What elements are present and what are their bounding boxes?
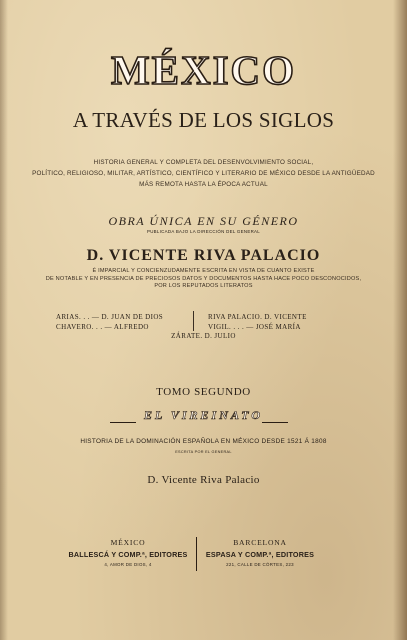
imprint-barcelona xyxy=(201,538,319,567)
contributors-right xyxy=(208,312,358,332)
volume-rule-right xyxy=(262,422,288,423)
volume-rule-left xyxy=(110,422,136,423)
contributor-surname: CHAVERO. xyxy=(56,323,94,331)
imprint-city: MÉXICO xyxy=(110,538,146,547)
contributor-name: JOSÉ MARÍA xyxy=(255,323,301,331)
obra-unica: OBRA ÚNICA EN SU GÉNERO xyxy=(108,214,299,228)
imprint-city: BARCELONA xyxy=(233,538,287,547)
contributor-row: ARIAS. . . — D. JUAN DE DIOS xyxy=(56,313,164,321)
book-subtitle: A TRAVÉS DE LOS SIGLOS xyxy=(72,108,335,132)
contributor-name: D. JULIO xyxy=(204,332,236,340)
contributor-name: ALFREDO xyxy=(113,323,149,331)
page-edge xyxy=(393,0,407,640)
volume-title: EL VIREINATO xyxy=(143,408,264,422)
intro-line: É IMPARCIAL Y CONCIENZUDAMENTE ESCRITA EN VISTA DE CUANTO EXISTE xyxy=(92,268,315,274)
director-name: D. VICENTE RIVA PALACIO xyxy=(86,247,321,264)
intro-line: DE NOTABLE Y EN PRESENCIA DE PRECIOSOS DATOS Y DOCUMENTOS HASTA HACE POCO DESCONOCIDOS, xyxy=(45,275,362,282)
contributor-surname: ARIAS. xyxy=(56,313,82,321)
contributor-surname: ZÁRATE. xyxy=(171,332,203,340)
description-line: MÁS REMOTA HASTA LA ÉPOCA ACTUAL xyxy=(139,181,268,188)
contributor-bottom xyxy=(0,332,407,340)
description-line: POLÍTICO, RELIGIOSO, MILITAR, ARTÍSTICO, CIENTÍFICO Y LITERARIO DE MÉXICO DESDE LA ANTIGÜEDAD xyxy=(32,170,375,177)
intro-text xyxy=(0,268,407,291)
contributor-row: VIGIL. . . . — JOSÉ MARÍA xyxy=(208,323,301,331)
contributor-surname: VIGIL. xyxy=(208,323,232,331)
contributor-name: D. VICENTE xyxy=(264,313,307,321)
tomo-label: TOMO SEGUNDO xyxy=(156,386,251,398)
contributors-left xyxy=(56,312,180,332)
contributor-surname: RIVA PALACIO. xyxy=(208,313,263,321)
contributor-row xyxy=(208,312,358,322)
book-title: MÉXICO xyxy=(110,47,297,93)
imprint-publisher: ESPASA Y COMP.ª, EDITORES xyxy=(205,550,315,559)
history-line: HISTORIA DE LA DOMINACIÓN ESPAÑOLA EN MÉXICO DESDE 1521 Á 1808 xyxy=(80,438,327,445)
intro-line: POR LOS REPUTADOS LITERATOS xyxy=(154,283,253,289)
escrita-line: ESCRITA POR EL GENERAL xyxy=(175,450,232,454)
spine-shadow xyxy=(0,0,8,640)
description-line: HISTORIA GENERAL Y COMPLETA DEL DESENVOLVIMIENTO SOCIAL, xyxy=(93,159,314,166)
contributor-row: CHAVERO. . . — ALFREDO xyxy=(56,323,149,331)
contributor-divider xyxy=(193,311,194,331)
contributor-name: D. JUAN DE DIOS xyxy=(101,313,164,321)
imprint-address: 4, AMOR DE DIOS, 4 xyxy=(104,562,152,567)
imprint-mexico xyxy=(58,538,198,567)
imprint-address: 221, CALLE DE CÓRTES, 223 xyxy=(226,562,294,567)
imprint-divider xyxy=(196,537,197,571)
author-name: D. Vicente Riva Palacio xyxy=(147,474,260,486)
description xyxy=(0,157,407,190)
imprint-publisher: BALLESCÁ Y COMP.ª, EDITORES xyxy=(68,550,188,559)
publicada-line: PUBLICADA BAJO LA DIRECCIÓN DEL GENERAL xyxy=(146,229,261,234)
